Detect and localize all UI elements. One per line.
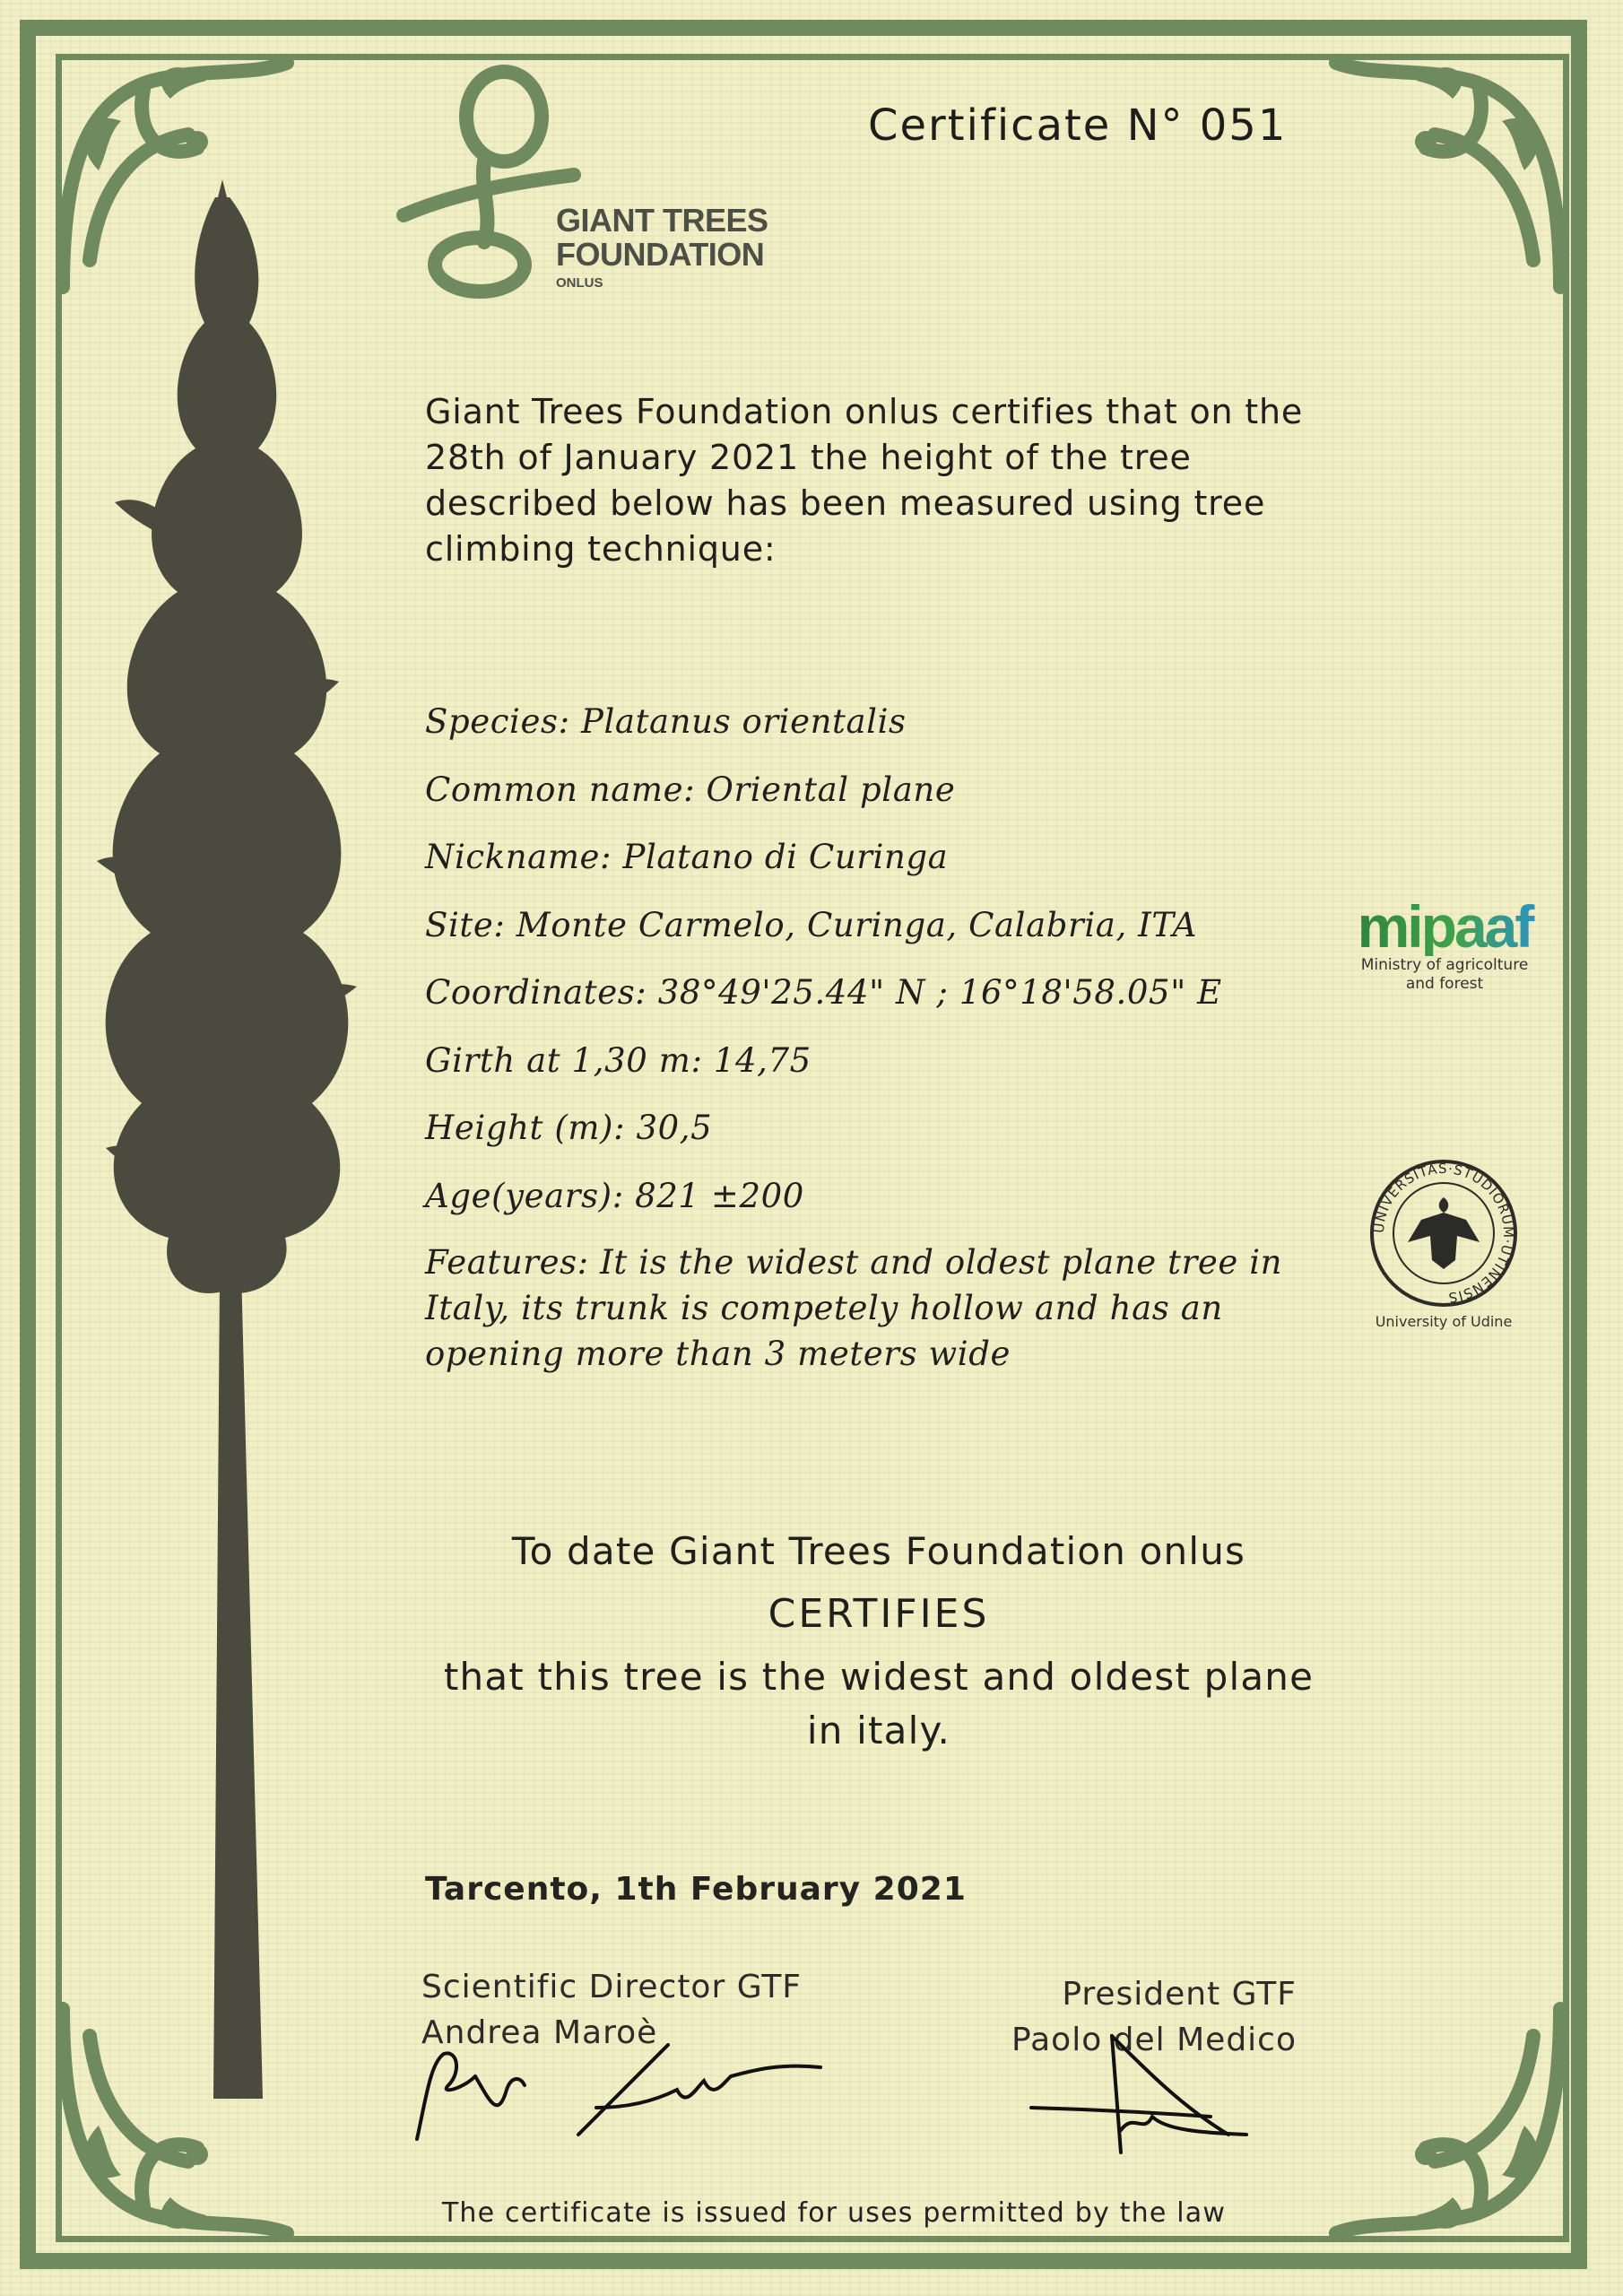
mipaaf-caption-line-2: and forest: [1405, 975, 1484, 993]
left-signatory-title: Scientific Director GTF: [421, 1969, 803, 2005]
udine-seal-icon: [1367, 1157, 1520, 1309]
right-signatory-title: President GTF: [1062, 1976, 1297, 2013]
logo-line-giant-trees: GIANT TREES: [556, 202, 768, 239]
detail-common-name: Common name: Oriental plane: [425, 770, 956, 809]
detail-height: Height (m): 30,5: [425, 1109, 713, 1147]
mipaaf-caption-line-1: Ministry of agricolture: [1360, 956, 1529, 974]
university-of-udine-seal: [1345, 1157, 1542, 1330]
left-handwritten-signature: [408, 2036, 838, 2152]
logo-wordmark: [556, 204, 768, 290]
footer-note: The certificate is issued for uses permitted by the law: [441, 2197, 1227, 2229]
detail-coordinates: Coordinates: 38°49'25.44" N ; 16°18'58.05" E: [425, 973, 1222, 1012]
place-and-date: Tarcento, 1th February 2021: [425, 1871, 967, 1908]
corner-ornament-bottom-right: [1318, 1991, 1587, 2260]
mipaaf-logo: [1341, 893, 1548, 994]
detail-species: Species: Platanus orientalis: [425, 702, 907, 741]
tree-details: [425, 698, 1322, 1377]
corner-ornament-top-right: [1318, 36, 1587, 305]
left-signatory-name: Andrea Maroè: [421, 2014, 658, 2051]
detail-age: Age(years): 821 ±200: [425, 1176, 804, 1215]
detail-features: Features: It is the widest and oldest plane tree in Italy, its trunk is competely hollow and has an opening more than 3 meters wide: [425, 1243, 1283, 1373]
right-signatory-name: Paolo del Medico: [1011, 2022, 1297, 2058]
certifies-heading: CERTIFIES: [768, 1591, 990, 1637]
certifies-line-1: To date Giant Trees Foundation onlus: [511, 1529, 1246, 1573]
logo-line-foundation: FOUNDATION: [556, 236, 765, 273]
intro-paragraph: Giant Trees Foundation onlus certifies that on the 28th of January 2021 the height of the tree described below has been measured using tree climbing technique:: [425, 392, 1304, 569]
detail-nickname: Nickname: Platano di Curinga: [425, 838, 949, 876]
udine-caption: University of Udine: [1375, 1313, 1513, 1330]
certificate-number: Certificate N° 051: [868, 100, 1288, 151]
right-handwritten-signature: [1022, 2027, 1273, 2161]
detail-girth: Girth at 1,30 m: 14,75: [425, 1040, 812, 1080]
detail-site: Site: Monte Carmelo, Curinga, Calabria, ITA: [425, 905, 1197, 944]
mipaaf-wordmark: mipaaf: [1341, 897, 1548, 956]
tree-silhouette-icon: [79, 179, 375, 2126]
logo-line-onlus: ONLUS: [556, 275, 603, 291]
udine-seal-text: UNIVERSITAS·STUDIORUM·UTINENSIS: [1370, 1160, 1517, 1306]
certification-statement: [377, 1525, 1381, 1758]
certifies-line-3: that this tree is the widest and oldest plane in italy.: [443, 1655, 1315, 1752]
